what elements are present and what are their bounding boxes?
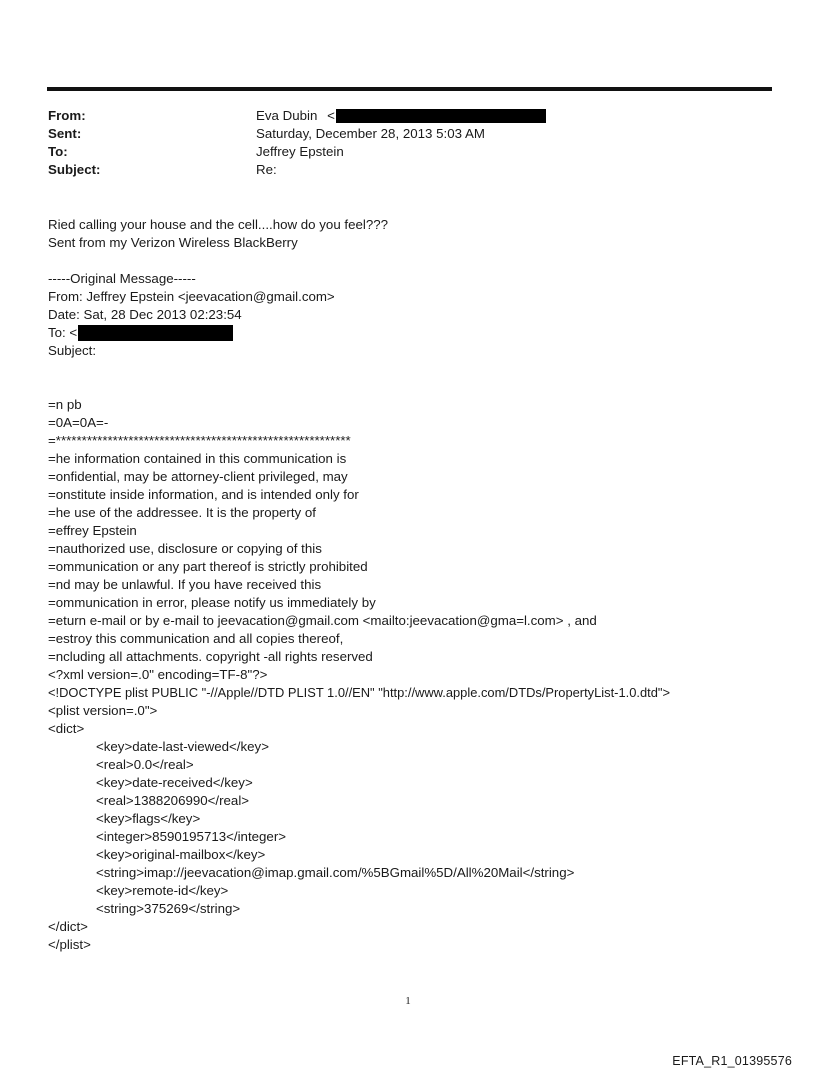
disclaimer-line: =0A=0A=- <box>48 415 109 430</box>
closing-line: </dict> <box>48 919 88 934</box>
disclaimer-line: =he use of the addressee. It is the property of <box>48 505 316 520</box>
xml-line: <dict> <box>48 721 85 736</box>
disclaimer-line: =ommunication or any part thereof is strictly prohibited <box>48 559 368 574</box>
header-rule <box>47 87 772 91</box>
disclaimer-line: =********************************************************* <box>48 433 351 448</box>
plist-line: <key>original-mailbox</key> <box>96 847 266 862</box>
disclaimer-line: =ncluding all attachments. copyright -all rights reserved <box>48 649 373 664</box>
plist-line: <key>flags</key> <box>96 811 201 826</box>
disclaimer-line: =estroy this communication and all copies thereof, <box>48 631 344 646</box>
reply-line: Ried calling your house and the cell....how do you feel??? <box>48 217 389 232</box>
disclaimer-line: =ommunication in error, please notify us immediately by <box>48 595 376 610</box>
disclaimer-line: =onfidential, may be attorney-client privileged, may <box>48 469 348 484</box>
subject-value: Re: <box>256 162 277 177</box>
subject-label: Subject: <box>48 162 101 177</box>
original-header-line: Date: Sat, 28 Dec 2013 02:23:54 <box>48 307 242 322</box>
page-number: 1 <box>405 995 411 1007</box>
plist-line: <real>0.0</real> <box>96 757 194 772</box>
disclaimer-line: =onstitute inside information, and is intended only for <box>48 487 359 502</box>
plist-line: <key>remote-id</key> <box>96 883 229 898</box>
disclaimer-line: =effrey Epstein <box>48 523 137 538</box>
to-label: To: <box>48 144 68 159</box>
disclaimer-line: =nd may be unlawful. If you have received this <box>48 577 322 592</box>
plist-line: <key>date-received</key> <box>96 775 253 790</box>
original-header-line: -----Original Message----- <box>48 271 196 286</box>
sent-label: Sent: <box>48 126 82 141</box>
disclaimer-line: =nauthorized use, disclosure or copying of this <box>48 541 322 556</box>
disclaimer-line: =n pb <box>48 397 82 412</box>
plist-line: <integer>8590195713</integer> <box>96 829 287 844</box>
disclaimer-line: =he information contained in this communication is <box>48 451 347 466</box>
plist-line: <string>imap://jeevacation@imap.gmail.com/%5BGmail%5D/All%20Mail</string> <box>96 865 575 880</box>
original-header-line: From: Jeffrey Epstein <jeevacation@gmail.com> <box>48 289 335 304</box>
original-to-line <box>48 324 233 342</box>
disclaimer-line: =eturn e-mail or by e-mail to jeevacation@gmail.com <mailto:jeevacation@gma=l.com> , and <box>48 613 597 628</box>
to-value: Jeffrey Epstein <box>256 144 344 159</box>
redaction-box <box>78 325 233 341</box>
reply-line: Sent from my Verizon Wireless BlackBerry <box>48 235 298 250</box>
original-header-line: Subject: <box>48 343 97 358</box>
xml-line: <!DOCTYPE plist PUBLIC "-//Apple//DTD PLIST 1.0//EN" "http://www.apple.com/DTDs/PropertyList-1.0.dtd"> <box>48 685 670 700</box>
plist-line: <real>1388206990</real> <box>96 793 250 808</box>
from-label: From: <box>48 108 86 123</box>
from-bracket: < <box>327 108 335 123</box>
original-to-text: To: < <box>48 325 78 340</box>
plist-line: <string>375269</string> <box>96 901 241 916</box>
sent-value: Saturday, December 28, 2013 5:03 AM <box>256 126 485 141</box>
plist-line: <key>date-last-viewed</key> <box>96 739 269 754</box>
from-value: Eva Dubin <box>256 108 318 123</box>
xml-line: <?xml version=.0" encoding=TF-8"?> <box>48 667 268 682</box>
closing-line: </plist> <box>48 937 91 952</box>
bates-stamp: EFTA_R1_01395576 <box>672 1054 792 1068</box>
xml-line: <plist version=.0"> <box>48 703 158 718</box>
redaction-box <box>336 109 546 123</box>
